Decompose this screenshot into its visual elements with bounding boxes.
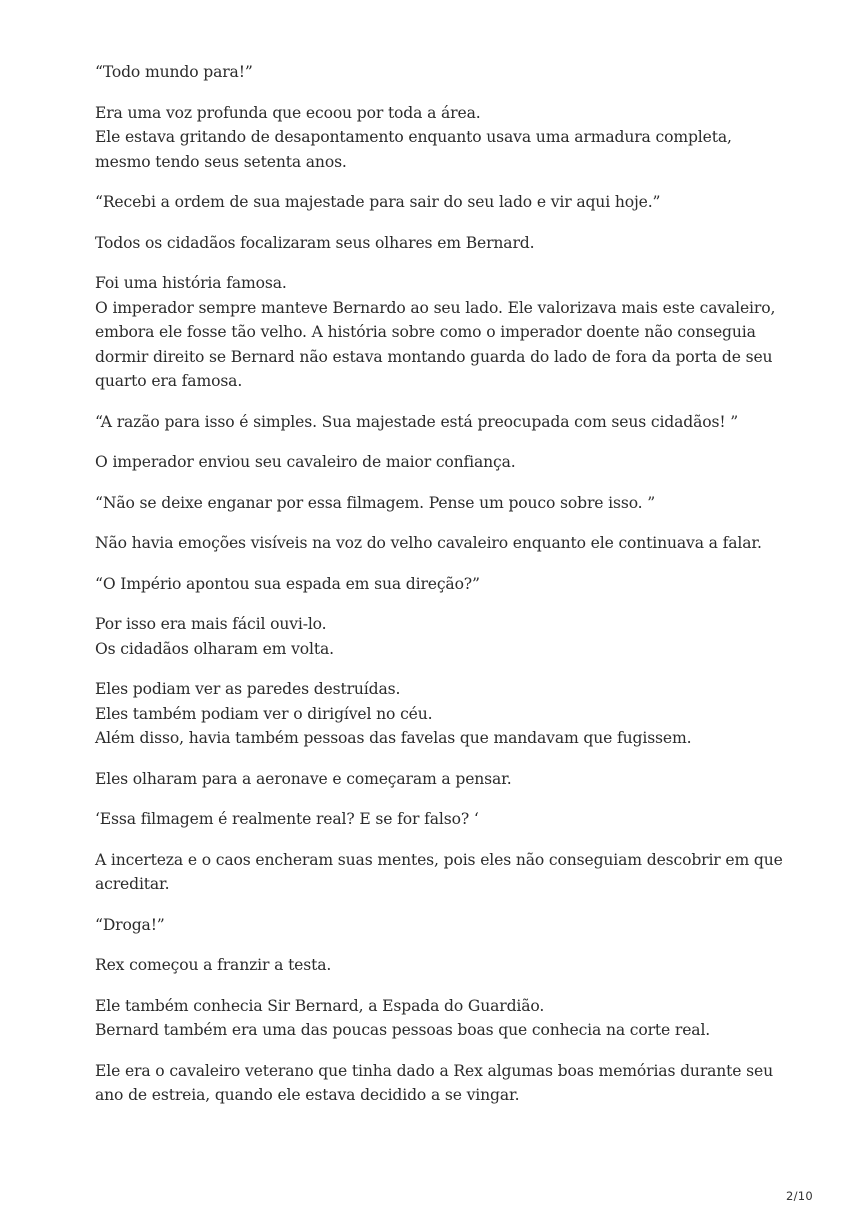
paragraph	[95, 913, 785, 938]
paragraph	[95, 848, 785, 897]
text-line: Não havia emoções visíveis na voz do velho cavaleiro enquanto ele continuava a falar.	[95, 534, 762, 552]
text-line: Era uma voz profunda que ecoou por toda a área.	[95, 103, 481, 122]
text-line: dormir direito se Bernard não estava montando guarda do lado de fora da porta de seu	[95, 347, 773, 366]
text-line: “A razão para isso é simples. Sua majestade está preocupada com seus cidadãos! ”	[95, 412, 739, 431]
text-line: embora ele fosse tão velho. A história sobre como o imperador doente não conseguia	[95, 323, 756, 341]
text-line: O imperador enviou seu cavaleiro de maior confiança.	[95, 453, 516, 471]
text-line: “Não se deixe enganar por essa filmagem. Pense um pouco sobre isso. ”	[95, 493, 656, 512]
paragraph	[95, 450, 785, 475]
paragraph	[95, 231, 785, 256]
text-line: “Droga!”	[95, 915, 165, 934]
text-line: O imperador sempre manteve Bernardo ao seu lado. Ele valorizava mais este cavaleiro,	[95, 298, 776, 317]
paragraph	[95, 677, 785, 751]
text-line: Ele estava gritando de desapontamento enquanto usava uma armadura completa,	[95, 128, 732, 146]
text-line: Por isso era mais fácil ouvi-lo.	[95, 615, 327, 633]
paragraph	[95, 572, 785, 597]
text-line: Eles também podiam ver o dirigível no céu.	[95, 704, 433, 723]
text-line: ano de estreia, quando ele estava decidido a se vingar.	[95, 1086, 520, 1104]
paragraph	[95, 531, 785, 556]
text-line: ‘Essa filmagem é realmente real? E se for falso? ‘	[95, 810, 479, 828]
paragraph	[95, 807, 785, 832]
text-line: mesmo tendo seus setenta anos.	[95, 152, 347, 171]
text-line: Foi uma história famosa.	[95, 274, 287, 292]
paragraph	[95, 271, 785, 394]
paragraph	[95, 1059, 785, 1108]
text-line: Eles podiam ver as paredes destruídas.	[95, 680, 401, 698]
text-line: Os cidadãos olharam em volta.	[95, 639, 334, 658]
text-line: “Todo mundo para!”	[95, 63, 253, 81]
paragraph	[95, 190, 785, 215]
paragraph	[95, 491, 785, 516]
text-line: acreditar.	[95, 875, 170, 893]
text-line: “Recebi a ordem de sua majestade para sair do seu lado e vir aqui hoje.”	[95, 193, 661, 211]
paragraph	[95, 953, 785, 978]
text-line: Rex começou a franzir a testa.	[95, 956, 332, 974]
text-line: A incerteza e o caos encheram suas mentes, pois eles não conseguiam descobrir em que	[95, 850, 783, 869]
paragraph	[95, 410, 785, 435]
text-line: quarto era famosa.	[95, 372, 243, 390]
paragraph	[95, 101, 785, 175]
text-line: Além disso, havia também pessoas das favelas que mandavam que fugissem.	[95, 729, 692, 747]
paragraph	[95, 60, 785, 85]
text-line: Bernard também era uma das poucas pessoas boas que conhecia na corte real.	[95, 1021, 711, 1039]
text-line: “O Império apontou sua espada em sua direção?”	[95, 574, 480, 593]
text-line: Todos os cidadãos focalizaram seus olhares em Bernard.	[95, 233, 535, 252]
text-line: Ele também conhecia Sir Bernard, a Espada do Guardião.	[95, 996, 545, 1015]
page-number: 2/10	[785, 1189, 813, 1203]
paragraph	[95, 767, 785, 792]
paragraph	[95, 612, 785, 661]
document-body	[95, 60, 785, 1124]
text-line: Eles olharam para a aeronave e começaram a pensar.	[95, 769, 512, 788]
text-line: Ele era o cavaleiro veterano que tinha dado a Rex algumas boas memórias durante seu	[95, 1061, 773, 1080]
paragraph	[95, 994, 785, 1043]
